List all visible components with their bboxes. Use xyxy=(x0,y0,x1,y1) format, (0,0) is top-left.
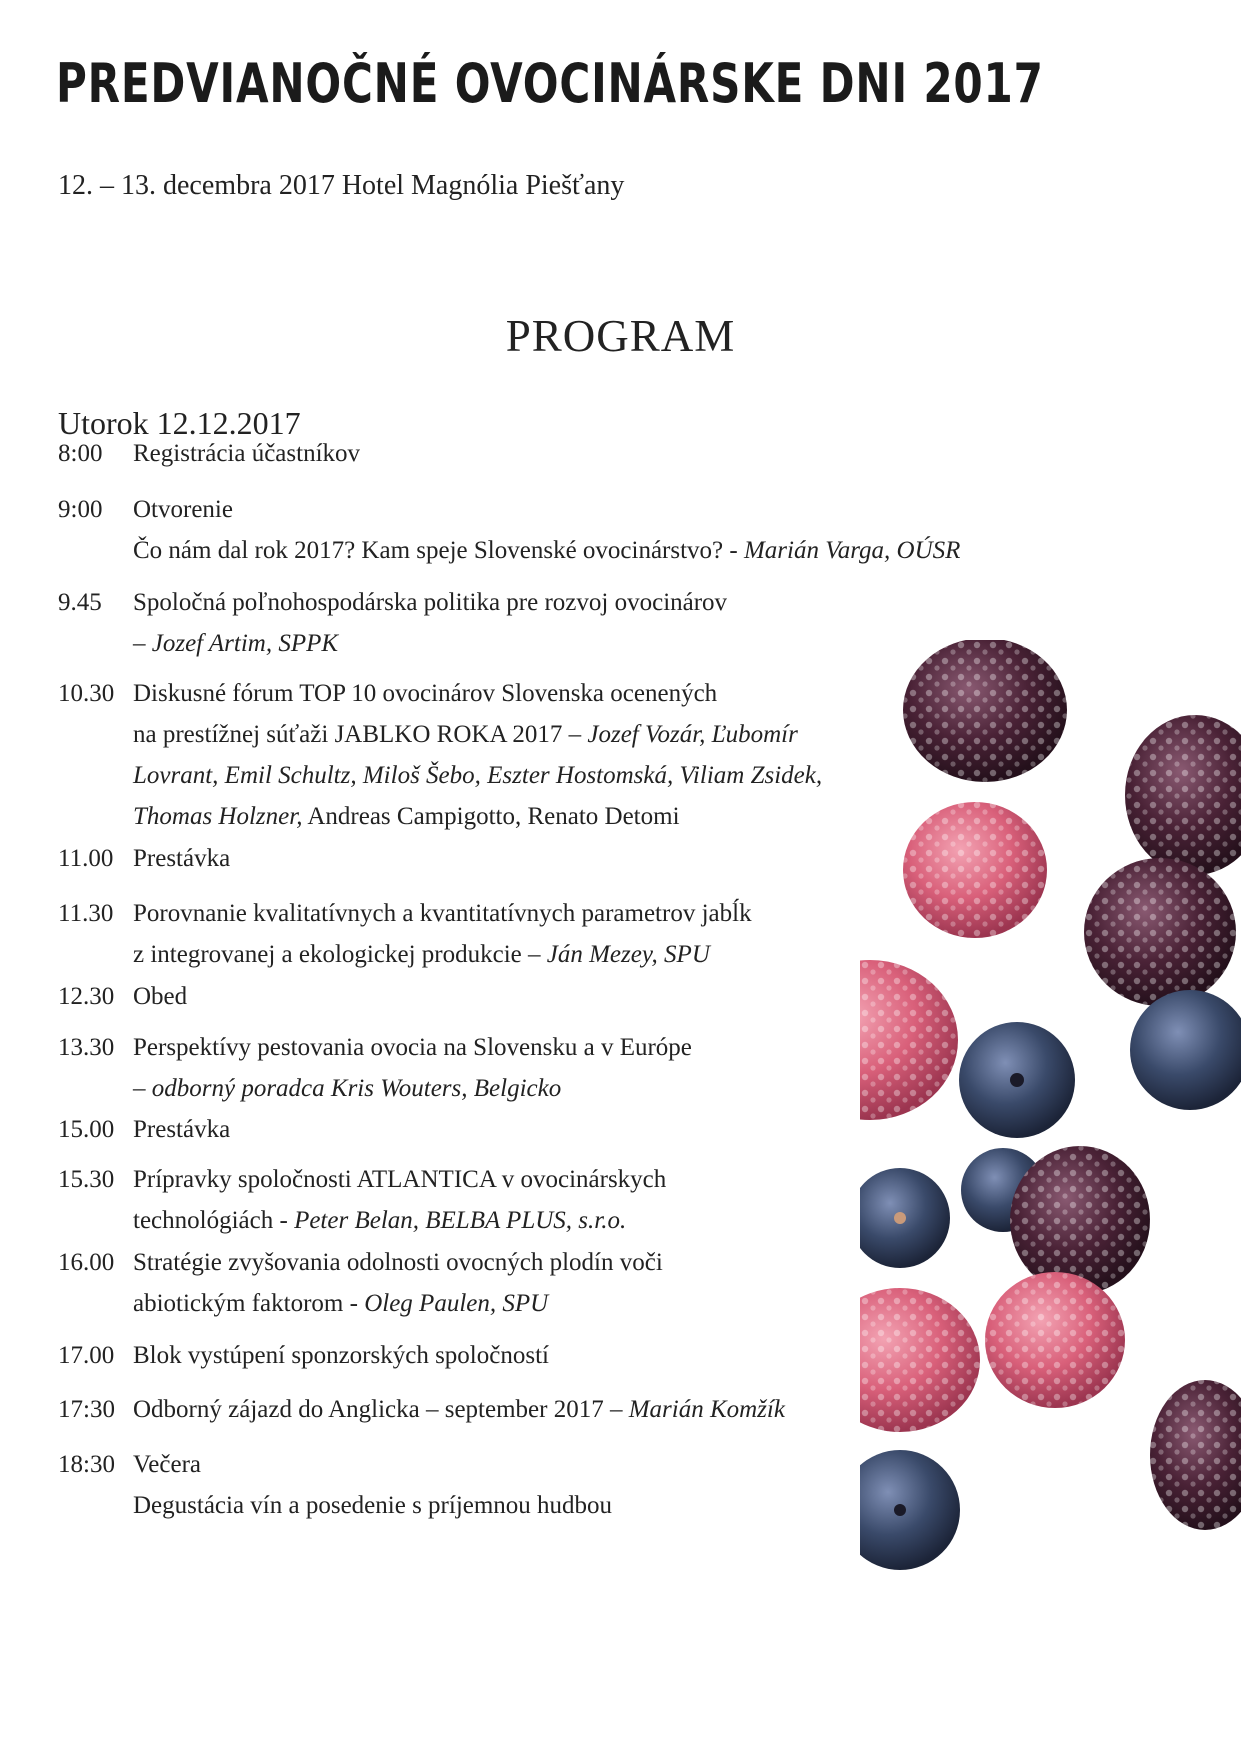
program-heading: PROGRAM xyxy=(505,311,736,361)
schedule-time: 11.00 xyxy=(58,845,114,872)
schedule-text: Registrácia účastníkov xyxy=(133,440,361,467)
speaker-name: – odborný poradca Kris Wouters, Belgicko xyxy=(133,1075,562,1102)
speaker-name: Marián Komžík xyxy=(628,1396,785,1423)
schedule-text: Degustácia vín a posedenie s príjemnou hudbou xyxy=(133,1492,613,1519)
speaker-name: Andreas Campigotto, Renato Detomi xyxy=(302,803,680,830)
blueberry-icon xyxy=(860,1168,950,1268)
schedule-text: Porovnanie kvalitatívnych a kvantitatívnych parametrov jabĺk xyxy=(133,900,752,927)
schedule-text: Spoločná poľnohospodárska politika pre rozvoj ovocinárov xyxy=(133,589,728,616)
raspberry-icon xyxy=(860,1288,980,1432)
event-date-venue: 12. – 13. decembra 2017 Hotel Magnólia Piešťany xyxy=(58,170,625,201)
blackberry-icon xyxy=(903,640,1067,782)
schedule-time: 11.30 xyxy=(58,900,114,927)
schedule-time: 9.45 xyxy=(58,589,102,616)
schedule-time: 15.00 xyxy=(58,1116,115,1143)
raspberry-icon xyxy=(903,802,1047,938)
schedule-time: 17:30 xyxy=(58,1396,115,1423)
blueberry-icon xyxy=(959,1022,1075,1138)
schedule-time: 9:00 xyxy=(58,496,103,523)
schedule-text: na prestížnej súťaži JABLKO ROKA 2017 – xyxy=(133,721,588,748)
schedule-time: 13.30 xyxy=(58,1034,115,1061)
schedule-text: Čo nám dal rok 2017? Kam speje Slovenské ovocinárstvo? - xyxy=(133,537,744,564)
schedule-text: Prípravky spoločnosti ATLANTICA v ovocinárskych xyxy=(133,1166,667,1193)
blackberry-icon xyxy=(1150,1380,1241,1530)
schedule-text: Večera xyxy=(133,1451,201,1478)
speaker-name: Oleg Paulen, SPU xyxy=(364,1290,549,1317)
schedule-time: 10.30 xyxy=(58,680,115,707)
speaker-name: Thomas Holzner, xyxy=(133,803,303,830)
schedule-time: 8:00 xyxy=(58,440,103,467)
schedule-text: Stratégie zvyšovania odolnosti ovocných plodín voči xyxy=(133,1249,663,1276)
schedule-text: Blok vystúpení sponzorských spoločností xyxy=(133,1342,549,1369)
schedule-text: Perspektívy pestovania ovocia na Slovensku a v Európe xyxy=(133,1034,692,1061)
schedule-time: 18:30 xyxy=(58,1451,115,1478)
page-title: PREDVIANOČNÉ OVOCINÁRSKE DNI 2017 xyxy=(56,52,1044,115)
schedule-text: Prestávka xyxy=(133,1116,231,1143)
schedule-time: 16.00 xyxy=(58,1249,115,1276)
speaker-name: Lovrant, Emil Schultz, Miloš Šebo, Eszter Hostomská, Viliam Zsidek, xyxy=(133,762,823,789)
blackberry-icon xyxy=(1010,1146,1150,1294)
speaker-name: Marián Varga, OÚSR xyxy=(743,537,961,564)
schedule-time: 15.30 xyxy=(58,1166,115,1193)
schedule-text: Diskusné fórum TOP 10 ovocinárov Slovenska ocenených xyxy=(133,680,718,707)
schedule-text: technológiách - xyxy=(133,1207,295,1234)
schedule-text: abiotickým faktorom - xyxy=(133,1290,365,1317)
speaker-name: – Jozef Artim, SPPK xyxy=(133,630,339,657)
schedule-text: Prestávka xyxy=(133,845,231,872)
raspberry-icon xyxy=(860,960,958,1120)
speaker-name: Jozef Vozár, Ľubomír xyxy=(587,721,798,748)
speaker-name: Peter Belan, BELBA PLUS, s.r.o. xyxy=(294,1207,627,1234)
schedule-text: z integrovanej a ekologickej produkcie – xyxy=(133,941,547,968)
schedule-time: 17.00 xyxy=(58,1342,115,1369)
raspberry-icon xyxy=(985,1272,1125,1408)
blueberry-icon xyxy=(860,1450,960,1570)
schedule-text: Obed xyxy=(133,983,188,1010)
speaker-name: Ján Mezey, SPU xyxy=(546,941,710,968)
schedule-time: 12.30 xyxy=(58,983,115,1010)
schedule-text: Otvorenie xyxy=(133,496,233,523)
berries-illustration xyxy=(860,640,1241,1660)
day-heading: Utorok 12.12.2017 xyxy=(58,405,301,441)
schedule-text: Odborný zájazd do Anglicka – september 2017 – xyxy=(133,1396,629,1423)
blackberry-icon xyxy=(1084,858,1236,1006)
blackberry-icon xyxy=(1125,715,1241,875)
blueberry-icon xyxy=(1130,990,1241,1110)
